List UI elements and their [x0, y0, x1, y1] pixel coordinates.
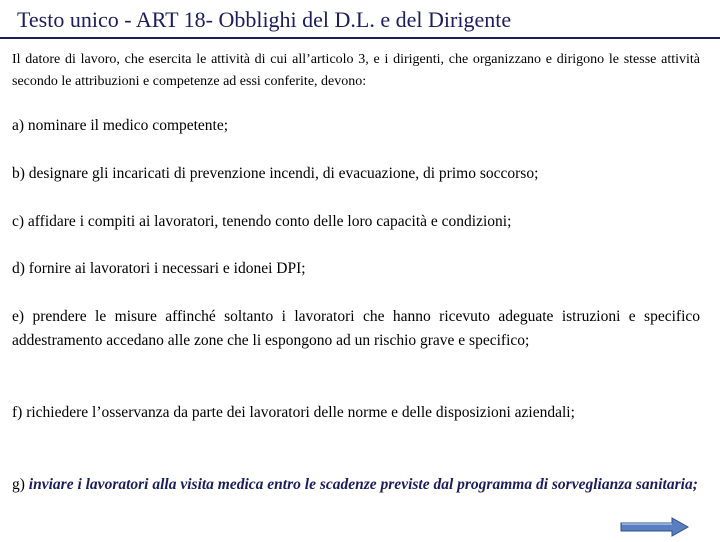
page-title: Testo unico - ART 18- Obblighi del D.L. e del Dirigente: [17, 7, 512, 32]
obligation-item-g-text: inviare i lavoratori alla visita medica entro le scadenze previste dal programma di sorveglianza sanitaria;: [28, 476, 698, 493]
obligation-item-g: [12, 473, 700, 497]
title-underline: [0, 37, 720, 39]
next-slide-button[interactable]: [620, 517, 690, 537]
right-arrow-icon: [620, 517, 690, 537]
obligation-item-d: d) fornire ai lavoratori i necessari e idonei DPI;: [12, 260, 306, 277]
obligation-item-g-prefix: g): [12, 476, 29, 493]
obligation-item-c: c) affidare i compiti ai lavoratori, tenendo conto delle loro capacità e condizioni;: [12, 213, 512, 230]
obligation-item-e: e) prendere le misure affinché soltanto i lavoratori che hanno ricevuto adeguate istruzioni e specifico addestramento accedano alle zone che li espongono ad un rischio grave e specifico;: [12, 308, 700, 349]
obligation-item-f: f) richiedere l’osservanza da parte dei lavoratori delle norme e delle disposizioni aziendali;: [12, 404, 575, 421]
intro-paragraph: Il datore di lavoro, che esercita le attività di cui all’articolo 3, e i dirigenti, che organizzano e dirigono le stesse attività secondo le attribuzioni e competenze ad essi conferite, devono:: [12, 52, 700, 89]
obligation-item-a: a) nominare il medico competente;: [12, 117, 229, 134]
obligation-item-b: b) designare gli incaricati di prevenzione incendi, di evacuazione, di primo soccorso;: [12, 165, 539, 182]
